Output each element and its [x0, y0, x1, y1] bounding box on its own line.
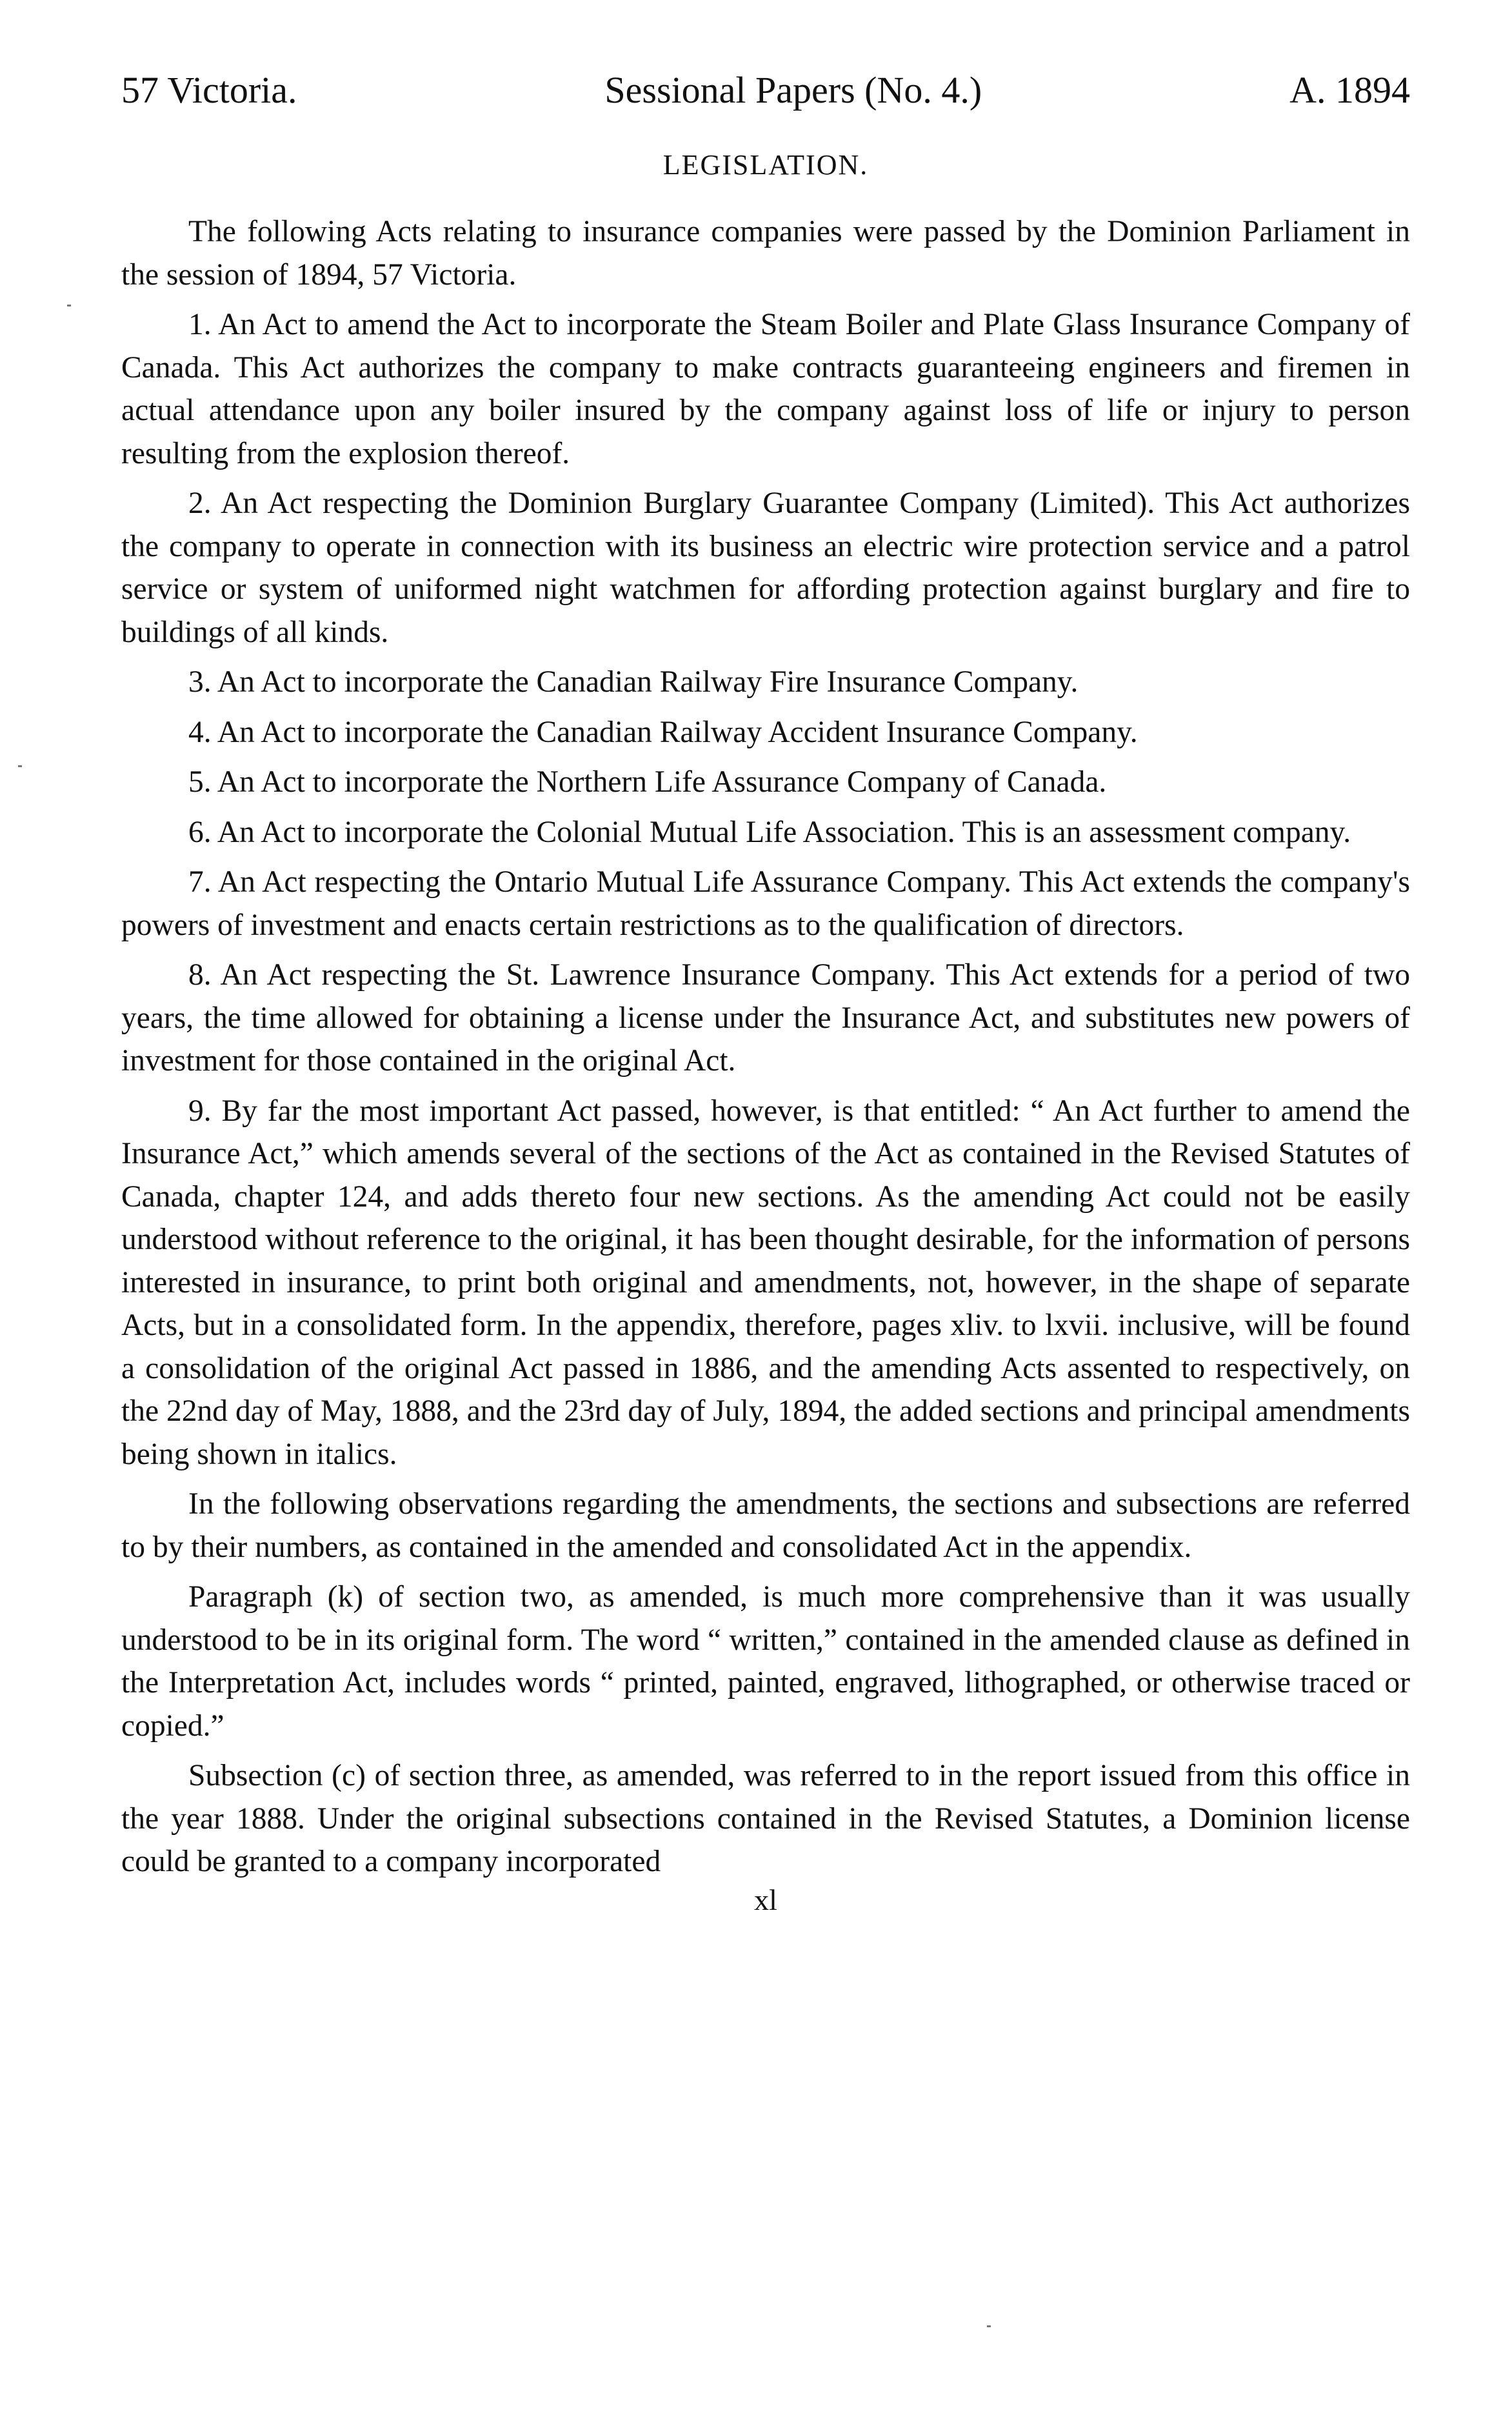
act-item-5: 5. An Act to incorporate the Northern Life Assurance Company of Canada. [188, 765, 1107, 799]
subsection-c-note: Subsection (c) of section three, as amended, was referred to in the report issued from this office in the year 1888. Under the original subsections contained in the Revised Statutes, a Dominion license could be granted to a company incorporated [121, 1759, 1410, 1878]
act-item-9: 9. By far the most important Act passed, however, is that entitled: “ An Act further to amend the Insurance Act,” which amends several of the sections of the Act as contained in the Revised Statutes of Canada, chapter 124, and adds thereto four new sections. As the amending Act could not be easily understood without reference to the original, it has been thought desirable, for the information of persons interested in insurance, to print both original and amendments, not, however, in the shape of separate Acts, but in a consolidated form. In the appendix, therefore, pages xliv. to lxvii. inclusive, will be found a consolidation of the original Act passed in 1886, and the amending Acts assented to respectively, on the 22nd day of May, 1888, and the 23rd day of July, 1894, the added sections and principal amendments being shown in italics. [121, 1094, 1410, 1471]
act-item-4: 4. An Act to incorporate the Canadian Railway Accident Insurance Company. [188, 715, 1138, 749]
margin-speck-bottom [987, 2325, 991, 2327]
margin-speck-left [67, 305, 71, 306]
act-item-3: 3. An Act to incorporate the Canadian Railway Fire Insurance Company. [188, 665, 1079, 699]
section-title: LEGISLATION. [662, 149, 869, 181]
document-page [121, 65, 1410, 1920]
running-header [121, 65, 1410, 116]
act-item-7: 7. An Act respecting the Ontario Mutual Life Assurance Company. This Act extends the company's powers of investment and enacts certain restrictions as to the qualification of directors. [121, 865, 1410, 942]
header-year: A. 1894 [1289, 69, 1410, 111]
act-item-8: 8. An Act respecting the St. Lawrence Insurance Company. This Act extends for a period of two years, the time allowed for obtaining a license under the Insurance Act, and substitutes new powers of investment for those contained in the original Act. [121, 958, 1410, 1078]
intro-paragraph: The following Acts relating to insurance companies were passed by the Dominion Parliament in the session of 1894, 57 Victoria. [121, 215, 1410, 292]
observations-paragraph: In the following observations regarding the amendments, the sections and subsections are referred to by their numbers, as contained in the amended and consolidated Act in the appendix. [121, 1487, 1410, 1564]
paragraph-k-note: Paragraph (k) of section two, as amended, is much more comprehensive than it was usually understood to be in its original form. The word “ written,” contained in the amended clause as defined in the Interpretation Act, includes words “ printed, painted, engraved, lithographed, or otherwise traced or copied.” [121, 1580, 1410, 1743]
body-text [121, 210, 1410, 1883]
header-series-title: Sessional Papers (No. 4.) [604, 69, 982, 111]
act-item-6: 6. An Act to incorporate the Colonial Mutual Life Association. This is an assessment company. [188, 815, 1351, 849]
act-item-2: 2. An Act respecting the Dominion Burglary Guarantee Company (Limited). This Act authorizes the company to operate in connection with its business an electric wire protection service and a patrol service or system of uniformed night watchmen for affording protection against burglary and fire to buildings of all kinds. [121, 486, 1410, 649]
header-regnal-year: 57 Victoria. [121, 69, 297, 111]
page-number: xl [754, 1883, 777, 1916]
act-item-1: 1. An Act to amend the Act to incorporate the Steam Boiler and Plate Glass Insurance Company of Canada. This Act authorizes the company to make contracts guaranteeing engineers and firemen in actual attendance upon any boiler insured by the company against loss of life or injury to person resulting from the explosion thereof. [121, 308, 1410, 470]
margin-speck-left-lower [18, 765, 22, 767]
